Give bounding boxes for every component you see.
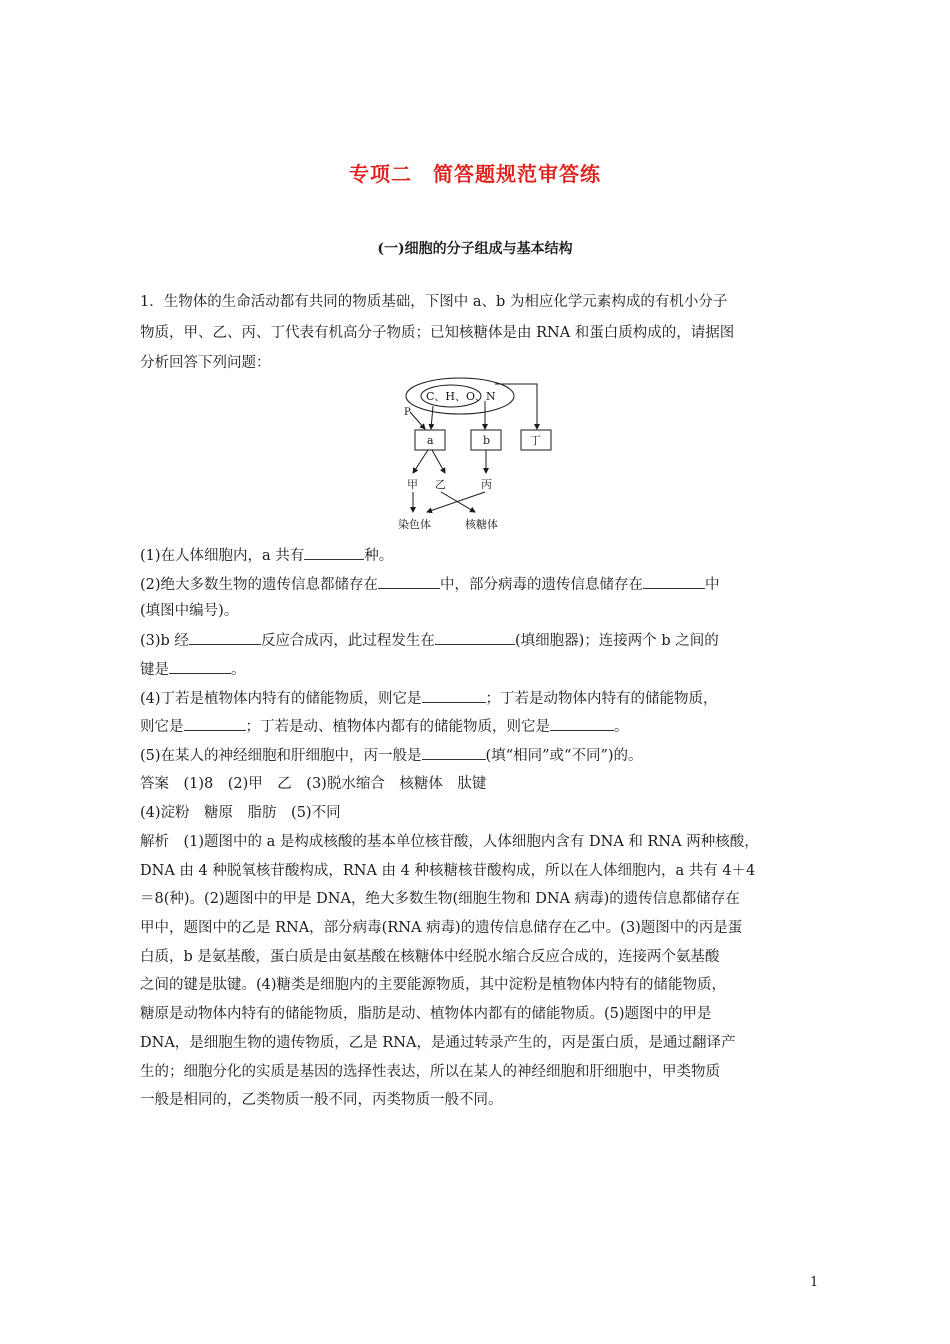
page-title: 专项二 简答题规范审答练 <box>349 162 601 186</box>
analysis-line: 生的；细胞分化的实质是基因的选择性表达，所以在某人的神经细胞和肝细胞中，甲类物质 <box>140 1064 720 1080</box>
question-4-cont: 则它是 ；丁若是动、植物体内都有的储能物质，则它是 。 <box>140 716 629 737</box>
answer-blank[interactable] <box>643 574 705 589</box>
question-3: (3)b 经 反应合成丙，此过程发生在 (填细胞器)；连接两个 b 之间的 <box>140 630 719 651</box>
question-stem: 物质，甲、乙、丙、丁代表有机高分子物质；已知核糖体是由 RNA 和蛋白质构成的，请据图 <box>140 325 735 341</box>
analysis-line: 甲中，题图中的乙是 RNA，部分病毒(RNA 病毒)的遗传信息储存在乙中。(3)题图中的丙是蛋 <box>140 920 743 936</box>
answer-line: (4)淀粉 糖原 脂肪 (5)不同 <box>140 805 341 821</box>
question-stem: 1．生物体的生命活动都有共同的物质基础，下图中 a、b 为相应化学元素构成的有机小分子 <box>140 294 728 310</box>
ribosome-label: 核糖体 <box>465 518 498 531</box>
box-b-label: b <box>483 434 491 447</box>
answer-line: 答案 (1)8 (2)甲 乙 (3)脱水缩合 核糖体 肽键 <box>140 776 487 792</box>
element-label: C、H、O、N <box>426 390 496 403</box>
analysis-line: 解析 (1)题图中的 a 是构成核酸的基本单位核苷酸，人体细胞内含有 DNA 和 RNA 两种核酸， <box>140 834 759 850</box>
chromosome-label: 染色体 <box>398 518 431 531</box>
answer-blank[interactable] <box>550 716 614 731</box>
analysis-line: ＝8(种)。(2)题图中的甲是 DNA，绝大多数生物(细胞生物和 DNA 病毒)的遗传信息都储存在 <box>140 891 740 907</box>
page-number: 1 <box>810 1275 819 1290</box>
question-1: (1)在人体细胞内，a 共有 种。 <box>140 545 393 566</box>
analysis-line: 一般是相同的，乙类物质一般不同，丙类物质一般不同。 <box>140 1092 503 1108</box>
section-heading: (一)细胞的分子组成与基本结构 <box>377 241 573 257</box>
box-a-label: a <box>427 434 434 447</box>
analysis-line: 之间的键是肽键。(4)糖类是细胞内的主要能源物质，其中淀粉是植物体内特有的储能物质， <box>140 977 727 993</box>
question-3-cont: 键是 。 <box>140 659 246 680</box>
answer-blank[interactable] <box>189 630 261 645</box>
analysis-line: DNA 由 4 种脱氧核苷酸构成，RNA 由 4 种核糖核苷酸构成，所以在人体细胞内，a 共有 4＋4 <box>140 863 756 879</box>
answer-blank[interactable] <box>422 688 486 703</box>
answer-blank[interactable] <box>378 574 440 589</box>
question-4: (4)丁若是植物体内特有的储能物质，则它是 ；丁若是动物体内特有的储能物质， <box>140 688 718 709</box>
jia-label: 甲 <box>407 478 418 491</box>
answer-blank[interactable] <box>184 716 246 731</box>
answer-blank[interactable] <box>169 659 231 674</box>
bing-label: 丙 <box>481 478 492 491</box>
yi-label: 乙 <box>435 478 446 491</box>
analysis-line: 糖原是动物体内特有的储能物质，脂肪是动、植物体内都有的储能物质。(5)题图中的甲是 <box>140 1006 712 1022</box>
question-5: (5)在某人的神经细胞和肝细胞中，丙一般是 (填“相同”或“不同”)的。 <box>140 745 643 766</box>
molecule-diagram <box>395 376 565 538</box>
question-2-cont: (填图中编号)。 <box>140 603 239 619</box>
p-label: P <box>404 407 411 418</box>
analysis-line: DNA，是细胞生物的遗传物质，乙是 RNA，是通过转录产生的，丙是蛋白质，是通过翻译产 <box>140 1035 736 1051</box>
box-ding-label: 丁 <box>530 434 541 447</box>
answer-blank[interactable] <box>422 745 486 760</box>
question-stem: 分析回答下列问题： <box>140 355 271 371</box>
analysis-line: 白质，b 是氨基酸，蛋白质是由氨基酸在核糖体中经脱水缩合反应合成的，连接两个氨基酸 <box>140 949 720 965</box>
question-2: (2)绝大多数生物的遗传信息都储存在 中，部分病毒的遗传信息储存在 中 <box>140 574 720 595</box>
answer-blank[interactable] <box>435 630 515 645</box>
answer-blank[interactable] <box>304 545 364 560</box>
